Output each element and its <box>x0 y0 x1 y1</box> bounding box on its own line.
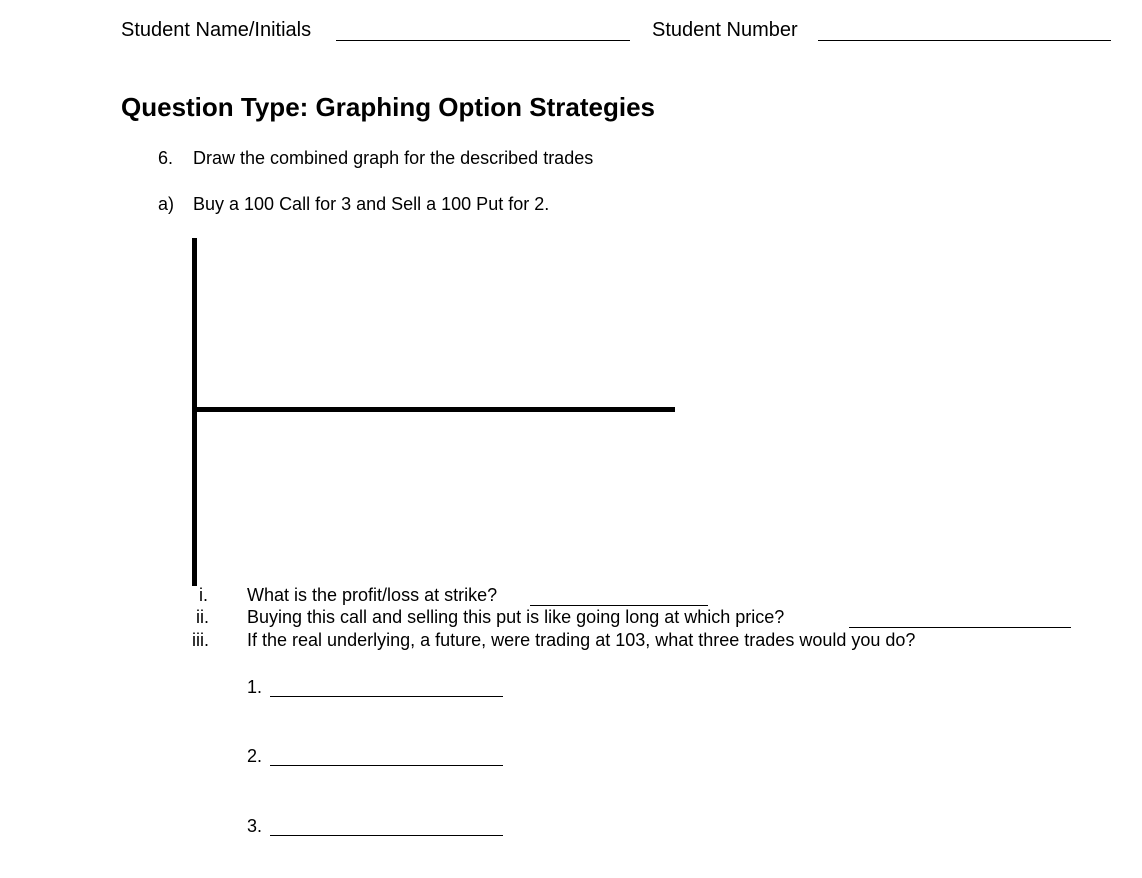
subquestion-iii-numeral: iii. <box>192 630 209 650</box>
subquestion-iii-text: If the real underlying, a future, were trading at 103, what three trades would you do? <box>247 630 916 650</box>
question-text: Draw the combined graph for the described trades <box>193 148 594 168</box>
trade-2-label: 2. <box>247 746 263 766</box>
part-a-label: a) <box>158 194 175 214</box>
graph-horizontal-axis <box>194 407 675 412</box>
trade-3-answer-field[interactable] <box>270 835 503 836</box>
trade-1-label: 1. <box>247 677 263 697</box>
student-name-field[interactable] <box>336 40 630 41</box>
student-number-label: Student Number <box>652 19 798 41</box>
part-a-text: Buy a 100 Call for 3 and Sell a 100 Put for 2. <box>193 194 550 214</box>
subquestion-i-text: What is the profit/loss at strike? <box>247 585 498 605</box>
subquestion-ii-numeral: ii. <box>196 607 209 627</box>
subquestion-ii-text: Buying this call and selling this put is like going long at which price? <box>247 607 785 627</box>
trade-1-answer-field[interactable] <box>270 696 503 697</box>
graph-vertical-axis <box>192 238 197 586</box>
student-name-label: Student Name/Initials <box>121 19 312 41</box>
trade-2-answer-field[interactable] <box>270 765 503 766</box>
page-title: Question Type: Graphing Option Strategies <box>121 92 656 122</box>
student-number-field[interactable] <box>818 40 1111 41</box>
question-number: 6. <box>158 148 174 168</box>
subquestion-i-numeral: i. <box>199 585 208 605</box>
trade-3-label: 3. <box>247 816 263 836</box>
subquestion-i-answer-field[interactable] <box>530 605 708 606</box>
subquestion-ii-answer-field[interactable] <box>849 627 1071 628</box>
